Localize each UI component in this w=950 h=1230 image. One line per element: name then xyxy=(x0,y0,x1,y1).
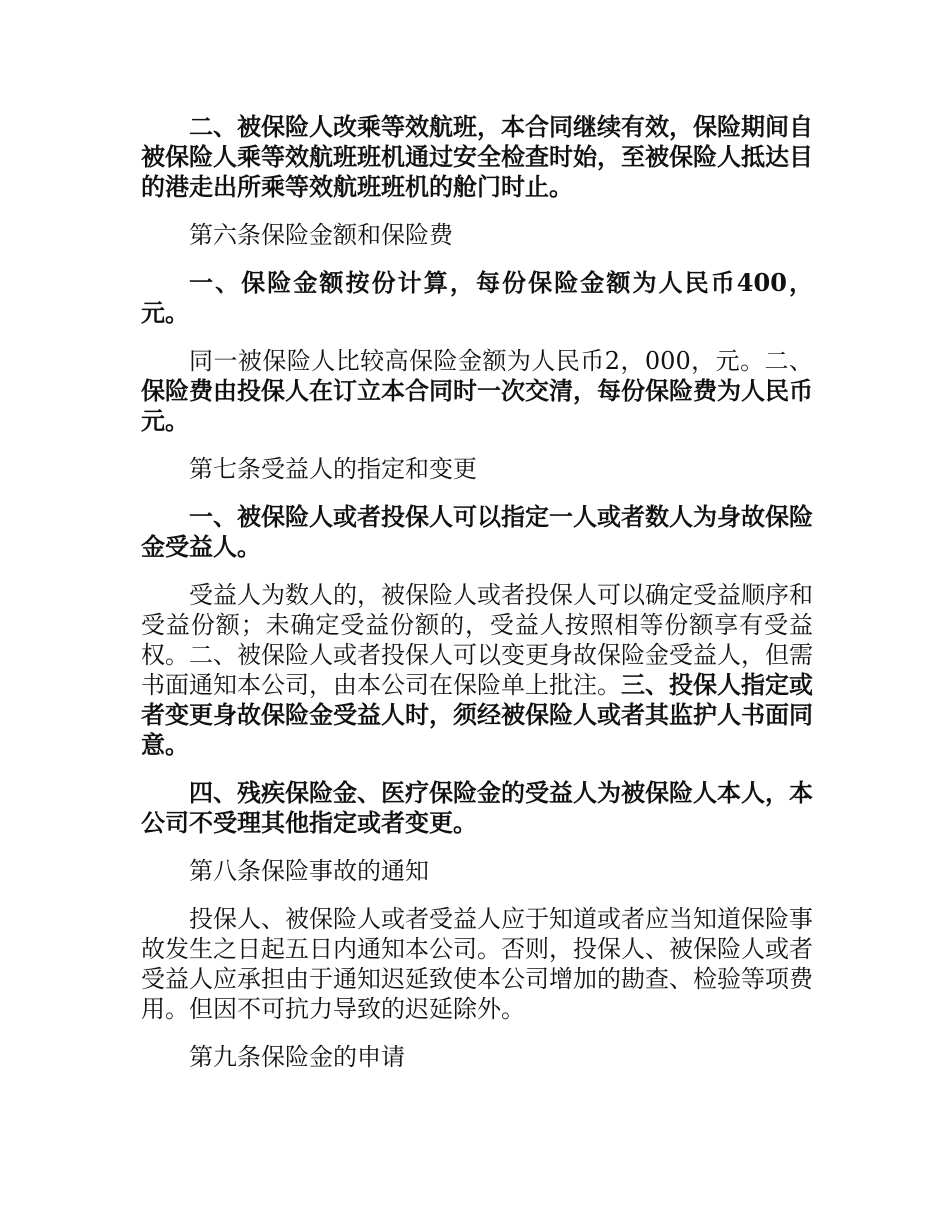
clause-text: 二、被保险人改乘等效航班，本合同继续有效，保险期间自被保险人乘等效航班班机通过安全检查时始，至被保险人抵达目的港走出所乘等效航班班机的舱门时止。 xyxy=(141,112,813,201)
paragraph-clause-8 xyxy=(141,904,813,1024)
document-page xyxy=(141,112,813,1090)
clause-text: 同一被保险人比较高保险金额为人民币2，000，元。二、 xyxy=(189,347,813,375)
clause-text: 投保人、被保险人或者受益人应于知道或者应当知道保险事故发生之日起五日内通知本公司。否则，投保人、被保险人或者受益人应承担由于通知迟延致使本公司增加的勘查、检验等项费用。但因不可抗力导致的迟延除外。 xyxy=(141,905,813,1023)
clause-text-bold: 三、投保人指定或者变更身故保险金受益人时，须经被保险人或者其监护人书面同意。 xyxy=(141,670,813,759)
section-heading-article-9 xyxy=(141,1042,813,1072)
paragraph-clause-5-2 xyxy=(141,112,813,202)
section-heading-article-6 xyxy=(141,220,813,250)
paragraph-clause-7-4 xyxy=(141,778,813,838)
clause-text-bold: 保险费由投保人在订立本合同时一次交清，每份保险费为人民币元。 xyxy=(141,376,813,435)
section-heading-article-8 xyxy=(141,856,813,886)
heading-text: 第七条受益人的指定和变更 xyxy=(189,455,477,483)
paragraph-clause-6-1 xyxy=(141,268,813,328)
heading-text: 第八条保险事故的通知 xyxy=(189,857,429,885)
clause-text: 四、残疾保险金、医疗保险金的受益人为被保险人本人，本公司不受理其他指定或者变更。 xyxy=(141,778,813,837)
clause-text: 一、被保险人或者投保人可以指定一人或者数人为身故保险金受益人。 xyxy=(141,502,813,561)
paragraph-clause-7-2 xyxy=(141,580,813,760)
section-heading-article-7 xyxy=(141,454,813,484)
heading-text: 第六条保险金额和保险费 xyxy=(189,221,453,249)
paragraph-clause-6-2 xyxy=(141,346,813,436)
clause-text: 受益人为数人的，被保险人或者投保人可以确定受益顺序和受益份额；未确定受益份额的，受益人按照相等份额享有受益权。二、被保险人或者投保人可以变更身故保险金受益人，但需书面通知本公司，由本公司在保险单上批注。 xyxy=(141,581,813,699)
heading-text: 第九条保险金的申请 xyxy=(189,1043,405,1071)
clause-text: 一、保险金额按份计算，每份保险金额为人民币400，元。 xyxy=(141,268,813,327)
paragraph-clause-7-1 xyxy=(141,502,813,562)
